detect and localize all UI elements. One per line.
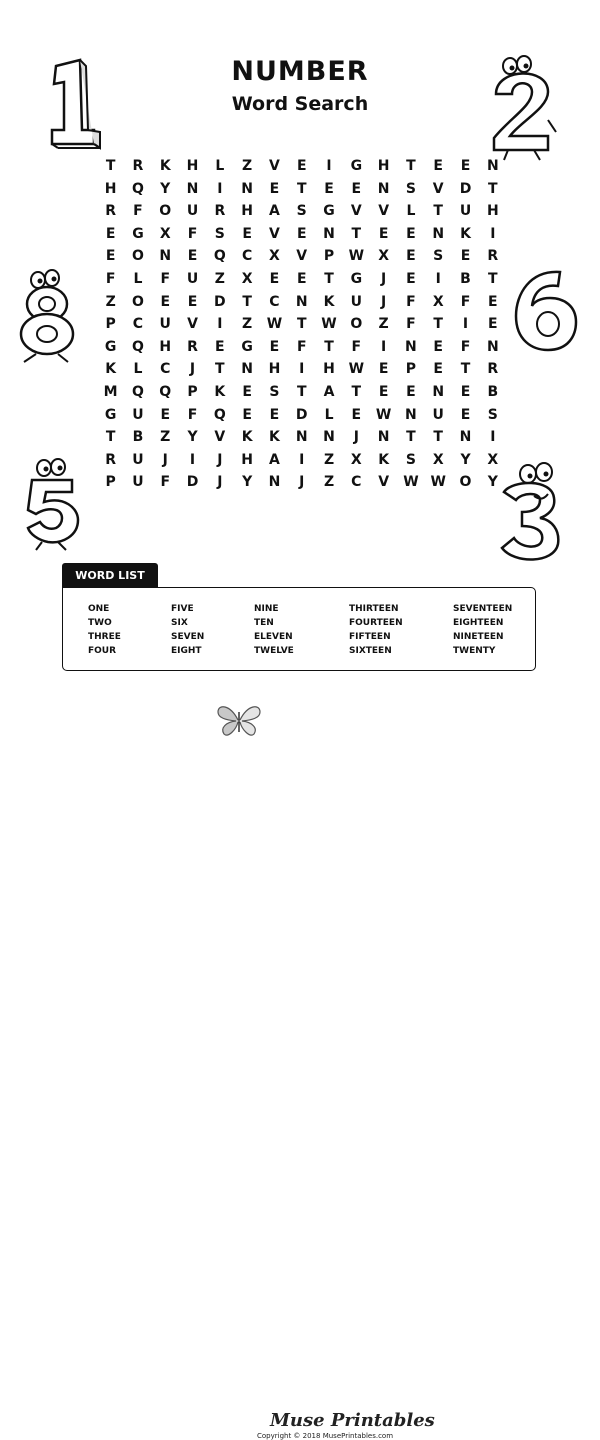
grid-letter[interactable]: E (488, 293, 498, 310)
grid-letter[interactable]: O (459, 474, 472, 491)
grid-letter[interactable]: V (296, 248, 308, 265)
grid-letter[interactable]: R (105, 451, 117, 468)
grid-letter[interactable]: S (405, 180, 416, 197)
grid-letter[interactable]: K (460, 225, 471, 242)
grid-letter[interactable]: K (323, 293, 335, 310)
grid-letter[interactable]: P (405, 361, 417, 378)
grid-letter[interactable]: K (269, 429, 280, 446)
word-list-item: TWO (88, 618, 112, 628)
grid-letter[interactable]: N (268, 474, 281, 491)
grid-letter[interactable]: B (460, 270, 471, 287)
grid-letter[interactable]: Z (160, 429, 171, 446)
grid-letter[interactable]: T (351, 225, 362, 242)
grid-letter[interactable]: N (241, 361, 253, 378)
brand-name: Muse Printables (270, 1410, 435, 1431)
grid-letter[interactable]: N (432, 383, 445, 400)
grid-letter[interactable]: T (488, 180, 498, 197)
grid-letter[interactable]: O (131, 293, 144, 310)
grid-letter[interactable]: N (323, 429, 335, 446)
grid-letter[interactable]: D (186, 474, 199, 491)
grid-letter[interactable]: I (217, 316, 223, 333)
grid-letter[interactable]: N (377, 429, 390, 446)
grid-letter[interactable]: J (299, 474, 305, 491)
grid-letter[interactable]: E (296, 270, 307, 287)
grid-letter[interactable]: J (381, 270, 387, 287)
grid-letter[interactable]: X (269, 248, 280, 265)
grid-letter[interactable]: N (377, 180, 390, 197)
grid-letter[interactable]: H (186, 158, 199, 174)
grid-letter[interactable]: T (242, 293, 252, 310)
grid-letter[interactable]: D (459, 180, 472, 197)
grid-letter[interactable]: H (268, 361, 281, 378)
grid-letter[interactable]: T (105, 158, 116, 174)
grid-letter[interactable]: N (486, 158, 499, 174)
grid-letter[interactable]: F (406, 293, 416, 310)
grid-letter[interactable]: A (269, 203, 280, 220)
grid-letter[interactable]: X (241, 270, 253, 287)
grid-letter[interactable]: S (405, 451, 416, 468)
grid-letter[interactable]: E (406, 225, 416, 242)
grid-letter[interactable]: F (296, 338, 307, 355)
grid-letter[interactable]: E (460, 406, 471, 423)
grid-letter[interactable]: E (242, 225, 252, 242)
grid-letter[interactable]: X (350, 451, 362, 468)
word-list-column-3 (254, 602, 294, 658)
grid-letter[interactable]: Q (131, 383, 144, 400)
grid-letter[interactable]: G (323, 203, 335, 220)
grid-letter[interactable]: Y (160, 180, 171, 197)
grid-letter[interactable]: D (295, 406, 308, 423)
grid-letter[interactable]: N (459, 429, 472, 446)
word-list-item: EIGHTEEN (453, 618, 504, 628)
grid-letter[interactable]: V (350, 203, 362, 220)
grid-letter[interactable]: E (406, 270, 416, 287)
grid-letter[interactable]: S (214, 225, 225, 242)
grid-letter[interactable]: T (433, 316, 443, 333)
grid-letter[interactable]: R (187, 338, 198, 355)
grid-letter[interactable]: X (432, 451, 444, 468)
grid-letter[interactable]: H (486, 203, 499, 220)
grid-letter[interactable]: K (241, 429, 253, 446)
grid-letter[interactable]: O (159, 203, 172, 220)
grid-letter[interactable]: K (214, 383, 226, 400)
word-list-box (62, 587, 536, 671)
word-list-item: NINE (254, 604, 279, 614)
grid-letter[interactable]: L (406, 203, 416, 220)
word-list-item: THREE (88, 632, 121, 642)
grid-letter[interactable]: I (299, 451, 305, 468)
grid-letter[interactable]: N (295, 293, 308, 310)
word-list-item: FOUR (88, 646, 117, 656)
grid-letter[interactable]: V (432, 180, 444, 197)
grid-letter[interactable]: E (433, 158, 443, 174)
grid-letter[interactable]: U (132, 406, 144, 423)
grid-letter[interactable]: U (186, 203, 199, 220)
word-list-column-5 (453, 602, 512, 658)
grid-letter[interactable]: V (187, 316, 198, 333)
grid-letter[interactable]: F (460, 338, 471, 355)
grid-letter[interactable]: O (350, 316, 363, 333)
grid-letter[interactable]: E (460, 158, 471, 174)
grid-letter[interactable]: E (269, 180, 280, 197)
grid-letter[interactable]: Q (159, 383, 172, 400)
grid-letter[interactable]: I (435, 270, 441, 287)
grid-letter[interactable]: F (406, 316, 416, 333)
grid-letter[interactable]: Q (131, 180, 144, 197)
grid-letter[interactable]: E (378, 383, 389, 400)
word-list-item: SIX (171, 618, 188, 628)
grid-letter[interactable]: L (133, 270, 143, 287)
grid-letter[interactable]: N (159, 248, 172, 265)
grid-letter[interactable]: Q (213, 248, 226, 265)
grid-letter[interactable]: Q (213, 406, 226, 423)
grid-letter[interactable]: R (214, 203, 226, 220)
word-list-column-2 (171, 602, 204, 658)
grid-letter[interactable]: J (353, 429, 359, 446)
grid-letter[interactable]: E (460, 383, 471, 400)
grid-letter[interactable]: K (378, 451, 390, 468)
grid-letter[interactable]: W (266, 316, 283, 333)
grid-letter[interactable]: L (324, 406, 334, 423)
grid-letter[interactable]: Y (487, 474, 498, 491)
grid-letter[interactable]: N (295, 429, 308, 446)
grid-letter[interactable]: T (460, 361, 471, 378)
grid-letter[interactable]: C (351, 474, 362, 491)
grid-letter[interactable]: E (460, 248, 471, 265)
grid-letter[interactable]: G (104, 406, 117, 423)
grid-letter[interactable]: G (132, 225, 144, 242)
grid-letter[interactable]: E (324, 180, 334, 197)
grid-letter[interactable]: W (348, 361, 365, 378)
grid-letter[interactable]: Y (242, 474, 253, 491)
grid-letter[interactable]: F (351, 338, 362, 355)
grid-letter[interactable]: P (323, 248, 335, 265)
grid-letter[interactable]: H (241, 451, 253, 468)
grid-letter[interactable]: E (160, 406, 171, 423)
grid-letter[interactable]: C (269, 293, 280, 310)
grid-letter[interactable]: H (104, 180, 117, 197)
grid-letter[interactable]: N (241, 180, 253, 197)
grid-letter[interactable]: C (160, 361, 171, 378)
grid-letter[interactable]: N (486, 338, 499, 355)
grid-letter[interactable]: I (299, 361, 305, 378)
grid-letter[interactable]: U (459, 203, 472, 220)
grid-letter[interactable]: N (405, 338, 417, 355)
grid-letter[interactable]: V (378, 203, 390, 220)
grid-letter[interactable]: I (217, 180, 223, 197)
grid-letter[interactable]: T (215, 361, 225, 378)
grid-letter[interactable]: E (160, 293, 171, 310)
grid-letter[interactable]: E (296, 158, 307, 174)
grid-letter[interactable]: F (187, 406, 198, 423)
grid-letter[interactable]: W (321, 316, 337, 333)
word-list-item: TWENTY (453, 646, 496, 656)
word-list-item: TEN (254, 618, 274, 628)
grid-letter[interactable]: E (406, 248, 416, 265)
grid-letter[interactable]: E (351, 180, 362, 197)
grid-letter[interactable]: U (132, 474, 144, 491)
grid-letter[interactable]: A (269, 451, 280, 468)
grid-letter[interactable]: G (350, 270, 363, 287)
number-two-illustration (486, 50, 558, 162)
grid-letter[interactable]: L (215, 158, 225, 174)
grid-letter[interactable]: V (214, 429, 226, 446)
grid-letter[interactable]: G (241, 338, 253, 355)
grid-letter[interactable]: X (159, 225, 171, 242)
grid-letter[interactable]: Z (378, 316, 389, 333)
page-subtitle: Word Search (231, 93, 369, 115)
butterfly-icon (216, 702, 262, 738)
grid-letter[interactable]: E (433, 338, 443, 355)
grid-letter[interactable]: S (433, 248, 444, 265)
word-list-item: SIXTEEN (349, 646, 392, 656)
grid-letter[interactable]: I (189, 451, 196, 468)
grid-letter[interactable]: S (269, 383, 280, 400)
grid-letter[interactable]: E (242, 406, 252, 423)
grid-letter[interactable]: W (375, 406, 392, 423)
grid-letter[interactable]: R (132, 158, 144, 174)
grid-letter[interactable]: K (159, 158, 171, 174)
grid-letter[interactable]: F (187, 225, 198, 242)
word-list-item: FOURTEEN (349, 618, 403, 628)
grid-letter[interactable]: U (432, 406, 444, 423)
grid-letter[interactable]: W (403, 474, 419, 491)
grid-letter[interactable]: Q (131, 338, 144, 355)
grid-letter[interactable]: T (406, 429, 416, 446)
grid-letter[interactable]: I (490, 429, 496, 446)
letter-grid[interactable] (97, 155, 506, 494)
number-one-illustration (44, 58, 106, 150)
grid-letter[interactable]: I (490, 225, 496, 242)
grid-letter[interactable]: E (296, 225, 307, 242)
grid-letter[interactable]: E (269, 406, 280, 423)
grid-letter[interactable]: M (103, 383, 118, 400)
grid-letter[interactable]: N (405, 406, 417, 423)
grid-letter[interactable]: E (105, 225, 116, 242)
grid-letter[interactable]: F (160, 270, 171, 287)
grid-letter[interactable]: R (487, 248, 499, 265)
grid-letter[interactable]: H (377, 158, 390, 174)
grid-letter[interactable]: Z (214, 270, 225, 287)
number-six-illustration (510, 264, 580, 354)
grid-letter[interactable]: V (269, 158, 280, 174)
grid-letter[interactable]: Z (105, 293, 116, 310)
grid-letter[interactable]: J (217, 451, 223, 468)
word-list-item: SEVENTEEN (453, 604, 513, 614)
grid-letter[interactable]: E (378, 361, 389, 378)
grid-letter[interactable]: V (269, 225, 280, 242)
grid-letter[interactable]: X (487, 451, 499, 468)
grid-letter[interactable]: A (323, 383, 335, 400)
grid-letter[interactable]: T (406, 158, 416, 174)
grid-letter[interactable]: E (105, 248, 116, 265)
grid-letter[interactable]: V (378, 474, 390, 491)
grid-letter[interactable]: B (487, 383, 499, 400)
grid-letter[interactable]: E (187, 293, 198, 310)
word-list-column-4 (349, 602, 403, 658)
grid-letter[interactable]: F (460, 293, 471, 310)
grid-letter[interactable]: F (160, 474, 171, 491)
grid-letter[interactable]: G (104, 338, 117, 355)
grid-letter[interactable]: E (488, 316, 498, 333)
grid-letter[interactable]: H (159, 338, 172, 355)
grid-letter[interactable]: Z (323, 451, 335, 468)
grid-letter[interactable]: J (217, 474, 223, 491)
grid-letter[interactable]: U (132, 451, 144, 468)
grid-letter[interactable]: X (432, 293, 444, 310)
number-eight-illustration (14, 266, 80, 366)
grid-letter[interactable]: O (131, 248, 144, 265)
word-list-item: NINETEEN (453, 632, 504, 642)
grid-letter[interactable]: X (378, 248, 390, 265)
grid-letter[interactable]: T (296, 316, 307, 333)
grid-letter[interactable]: W (430, 474, 446, 491)
grid-letter[interactable]: N (186, 180, 199, 197)
grid-letter[interactable]: J (381, 293, 387, 310)
grid-letter[interactable]: E (187, 248, 198, 265)
grid-letter[interactable]: J (162, 451, 168, 468)
grid-letter[interactable]: E (269, 270, 280, 287)
grid-letter[interactable]: H (241, 203, 253, 220)
grid-letter[interactable]: D (214, 293, 226, 310)
grid-letter[interactable]: S (487, 406, 498, 423)
word-list-column-1 (88, 602, 121, 658)
word-list-item: TWELVE (254, 646, 294, 656)
word-list-item: EIGHT (171, 646, 202, 656)
grid-letter[interactable]: L (133, 361, 143, 378)
grid-letter[interactable]: H (323, 361, 335, 378)
grid-letter[interactable]: T (296, 180, 307, 197)
grid-letter[interactable]: E (406, 383, 416, 400)
number-five-illustration (22, 456, 84, 552)
grid-letter[interactable]: T (433, 429, 443, 446)
grid-letter[interactable]: C (132, 316, 144, 333)
word-list-item: FIVE (171, 604, 194, 614)
grid-letter[interactable]: Y (460, 451, 471, 468)
grid-letter[interactable]: K (105, 361, 117, 378)
grid-letter[interactable]: W (348, 248, 365, 265)
grid-letter[interactable]: P (187, 383, 198, 400)
word-list-item: FIFTEEN (349, 632, 391, 642)
grid-letter[interactable]: T (324, 270, 334, 287)
grid-letter[interactable]: E (215, 338, 225, 355)
grid-letter[interactable]: Z (323, 474, 335, 491)
grid-letter[interactable]: T (488, 270, 498, 287)
grid-letter[interactable]: T (105, 429, 116, 446)
grid-letter[interactable]: E (269, 338, 280, 355)
word-list-item: SEVEN (171, 632, 205, 642)
grid-letter[interactable]: N (323, 225, 335, 242)
grid-letter[interactable]: F (105, 270, 116, 287)
grid-letter[interactable]: E (351, 406, 362, 423)
grid-letter[interactable]: P (105, 316, 116, 333)
grid-letter[interactable]: T (296, 383, 307, 400)
grid-letter[interactable]: R (487, 361, 499, 378)
grid-letter[interactable]: F (133, 203, 143, 220)
grid-letter[interactable]: P (105, 474, 116, 491)
copyright-text: Copyright © 2018 MusePrintables.com (257, 1432, 394, 1440)
word-list-tab: WORD LIST (62, 563, 158, 588)
grid-letter[interactable]: T (324, 338, 334, 355)
page-title: NUMBER (231, 56, 369, 87)
word-list-item: ONE (88, 604, 110, 614)
grid-letter[interactable]: U (350, 293, 362, 310)
grid-letter[interactable]: S (296, 203, 307, 220)
grid-letter[interactable]: U (159, 316, 171, 333)
word-list-item: THIRTEEN (349, 604, 399, 614)
grid-letter[interactable]: J (189, 361, 196, 378)
grid-letter[interactable]: C (241, 248, 253, 265)
footer (0, 700, 600, 1440)
grid-letter[interactable]: N (432, 225, 445, 242)
grid-letter[interactable]: I (326, 158, 332, 174)
grid-letter[interactable]: E (378, 225, 389, 242)
word-list-item: ELEVEN (254, 632, 293, 642)
grid-letter[interactable]: T (351, 383, 362, 400)
grid-letter[interactable]: R (105, 203, 117, 220)
grid-letter[interactable]: I (381, 338, 387, 355)
grid-letter[interactable]: Y (187, 429, 198, 446)
grid-letter[interactable]: B (132, 429, 144, 446)
grid-letter[interactable]: U (186, 270, 199, 287)
grid-letter[interactable]: E (242, 383, 252, 400)
grid-letter[interactable]: I (462, 316, 469, 333)
grid-letter[interactable]: Z (242, 316, 253, 333)
grid-letter[interactable]: E (433, 361, 443, 378)
grid-letter[interactable]: T (433, 203, 443, 220)
grid-letter[interactable]: G (350, 158, 363, 174)
grid-letter[interactable]: Z (242, 158, 253, 174)
